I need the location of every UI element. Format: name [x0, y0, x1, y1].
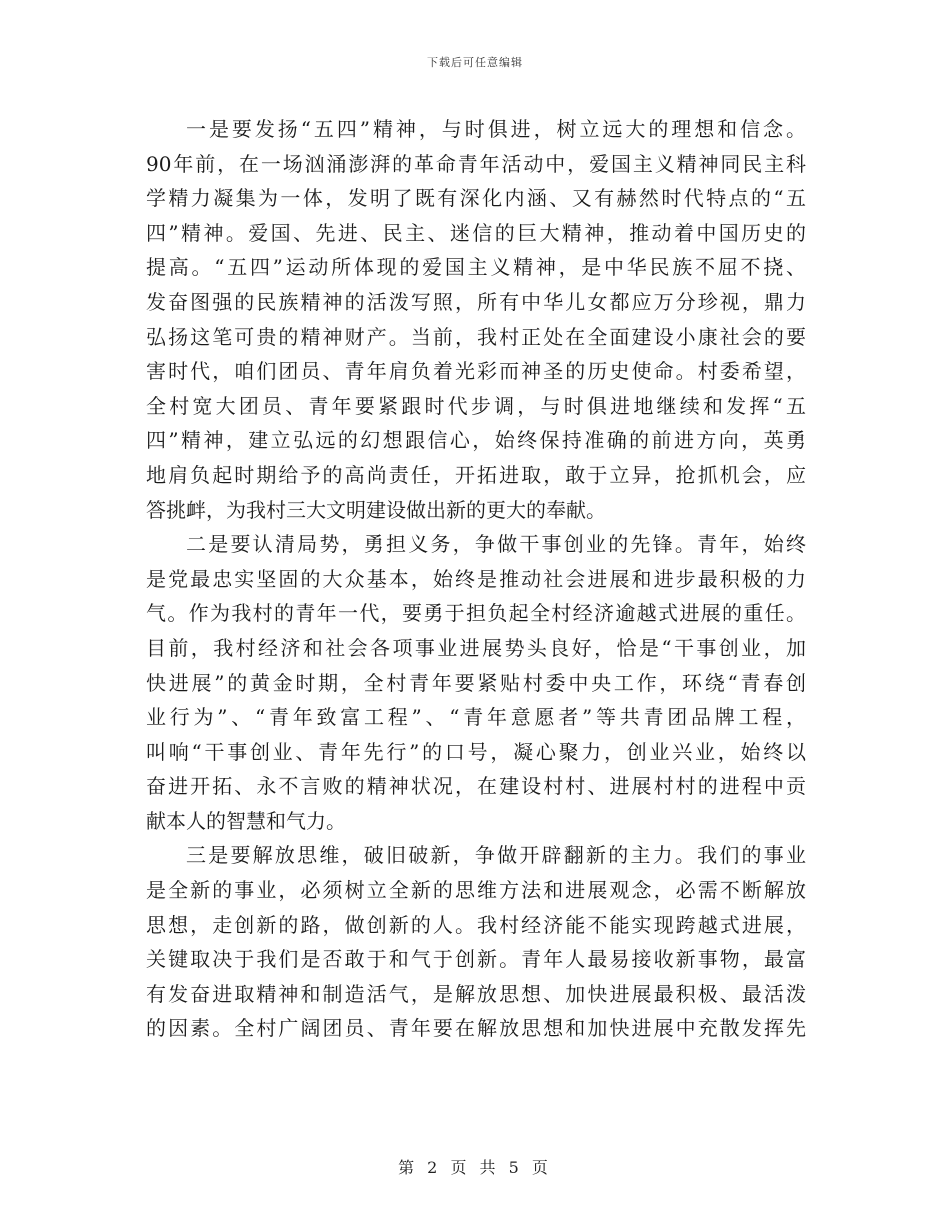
text-line: 害时代，咱们团员、青年肩负着光彩而神圣的历史使命。村委希望，: [146, 359, 806, 384]
text-line: 提高。“五四”运动所体现的爱国主义精神，是中华民族不屈不挠、: [146, 255, 806, 280]
text-line: 90年前，在一场汹涌澎湃的革命青年活动中，爱国主义精神同民主科: [146, 151, 806, 176]
paragraph-2: [146, 527, 806, 838]
text-line: 关键取决于我们是否敢于和气于创新。青年人最易接收新事物，最富: [146, 947, 806, 972]
text-line: 学精力凝集为一体，发明了既有深化内涵、又有赫然时代特点的“五: [146, 186, 806, 211]
page-number: 第 2 页 共 5 页: [398, 1158, 552, 1177]
text-line: 一是要发扬“五四”精神，与时俱进，树立远大的理想和信念。: [186, 117, 806, 141]
text-line: 献本人的智慧和气力。: [146, 808, 346, 833]
text-line: 有发奋进取精神和制造活气，是解放思想、加快进展最积极、最活泼: [146, 981, 806, 1006]
text-line: 快进展”的黄金时期，全村青年要紧贴村委中央工作，环绕“青春创: [146, 670, 806, 695]
text-line: 业行为”、“青年致富工程”、“青年意愿者”等共青团品牌工程，: [146, 705, 806, 730]
text-line: 目前，我村经济和社会各项事业进展势头良好，恰是“干事创业，加: [146, 635, 806, 660]
text-line: 发奋图强的民族精神的活泼写照，所有中华儿女都应万分珍视，鼎力: [146, 289, 806, 314]
text-line: 四”精神，建立弘远的幻想跟信心，始终保持准确的前进方向，英勇: [146, 428, 806, 453]
text-line: 气。作为我村的青年一代，要勇于担负起全村经济逾越式进展的重任。: [146, 601, 806, 626]
document-body: [146, 112, 806, 1046]
paragraph-3: [146, 838, 806, 1046]
text-line: 是党最忠实坚固的大众基本，始终是推动社会进展和进步最积极的力: [146, 566, 806, 591]
text-line: 四”精神。爱国、先进、民主、迷信的巨大精神，推动着中国历史的: [146, 220, 806, 245]
text-line: 是全新的事业，必须树立全新的思维方法和进展观念，必需不断解放: [146, 878, 806, 903]
text-line: 奋进开拓、永不言败的精神状况，在建设村村、进展村村的进程中贡: [146, 774, 806, 799]
text-line: 叫响“干事创业、青年先行”的口号，凝心聚力，创业兴业，始终以: [146, 739, 806, 764]
text-line: 思想，走创新的路，做创新的人。我村经济能不能实现跨越式进展，: [146, 912, 806, 937]
text-line: 全村宽大团员、青年要紧跟时代步调，与时俱进地继续和发挥“五: [146, 393, 806, 418]
page-header-note: 下载后可任意编辑: [427, 56, 523, 69]
text-line: 二是要认清局势，勇担义务，争做干事创业的先锋。青年，始终: [186, 532, 806, 557]
text-line: 答挑衅，为我村三大文明建设做出新的更大的奉献。: [146, 497, 606, 522]
paragraph-1: [146, 112, 806, 527]
text-line: 地肩负起时期给予的高尚责任，开拓进取，敢于立异，抢抓机会，应: [146, 462, 806, 487]
text-line: 三是要解放思维，破旧破新，争做开辟翻新的主力。我们的事业: [186, 843, 806, 868]
text-line: 的因素。全村广阔团员、青年要在解放思想和加快进展中充散发挥先: [146, 1016, 806, 1041]
text-line: 弘扬这笔可贵的精神财产。当前，我村正处在全面建设小康社会的要: [146, 324, 806, 349]
